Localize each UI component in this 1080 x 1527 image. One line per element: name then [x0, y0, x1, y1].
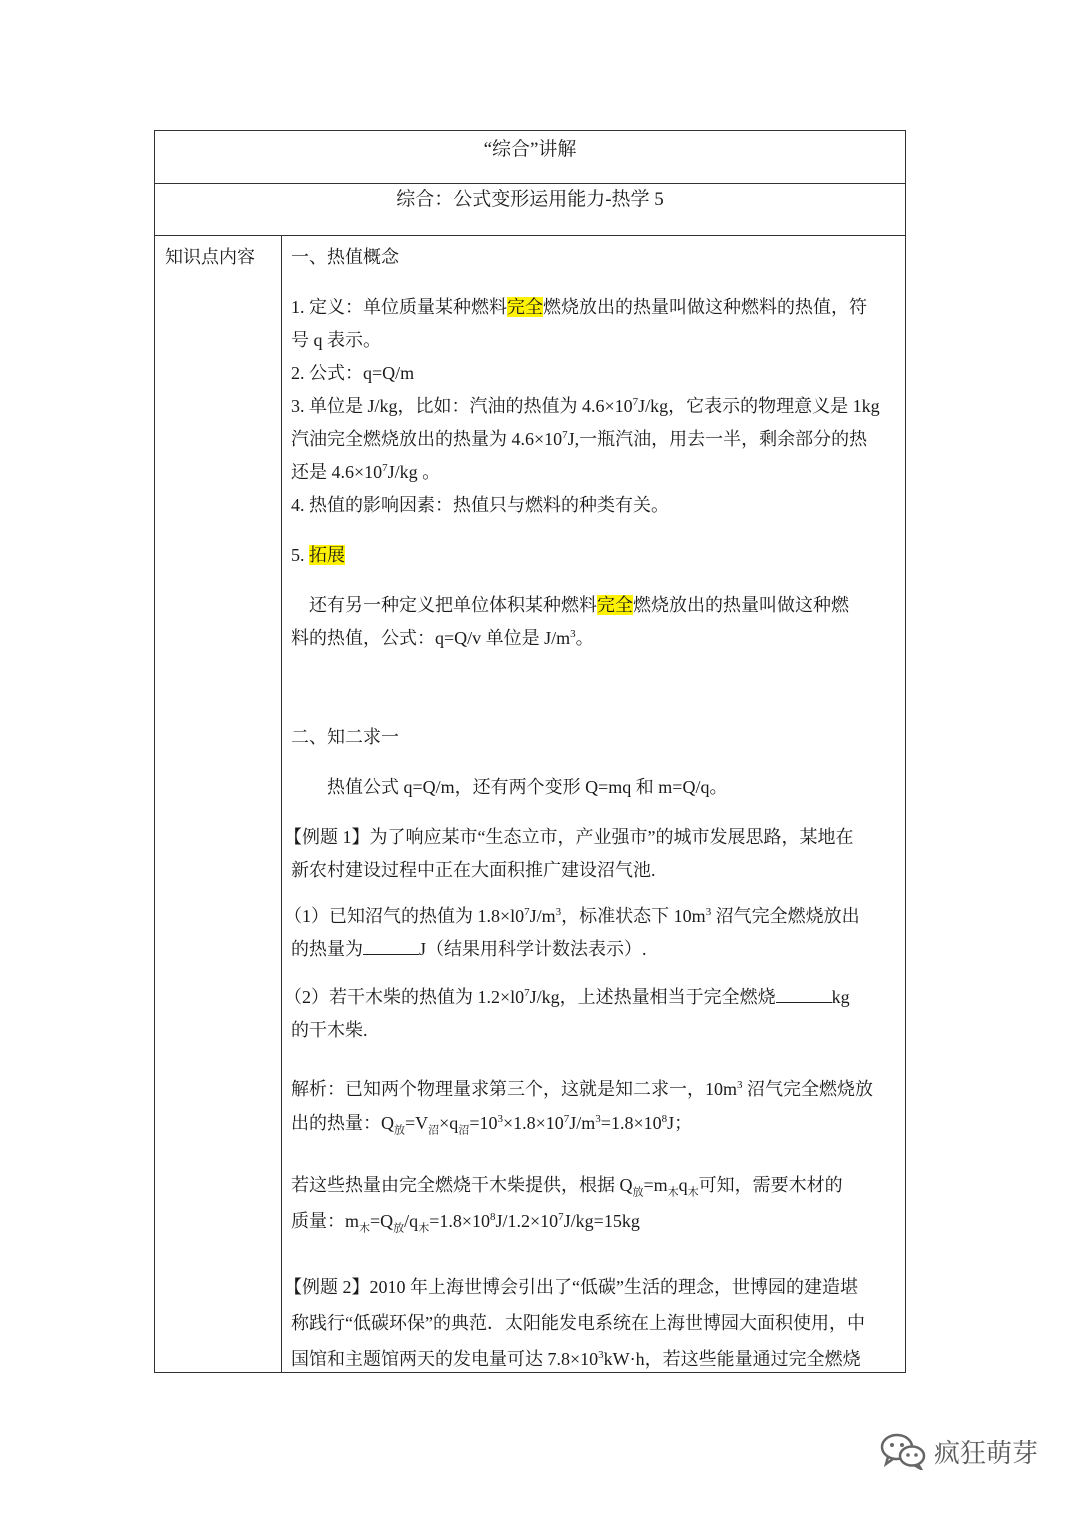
unit-line-3: 还是 $4.6\times 10^7J/kg$ 。	[291, 462, 441, 482]
formula-line: 2. 公式：q=Q/m	[291, 363, 415, 383]
definition-line: 1. 定义：单位质量某种燃料完全燃烧放出的热量叫做这种燃料的热值，符	[291, 297, 867, 317]
section-heading-1: 一、热值概念	[291, 247, 399, 267]
example-2-line: 【例题 2】2010 年上海世博会引出了“低碳”生活的理念，世博园的建造堪	[284, 1277, 858, 1297]
wechat-icon	[880, 1432, 926, 1470]
solution-line-3: 若这些热量由完全燃烧干木柴提供，根据 $Q_放=m_木q_木$可知，需要木材的	[291, 1175, 843, 1199]
example-1-line: 【例题 1】为了响应某市“生态立市，产业强市”的城市发展思路，某地在	[284, 827, 854, 847]
factor-line: 4. 热值的影响因素：热值只与燃料的种类有关。	[291, 495, 669, 515]
section-heading-2: 二、知二求一	[291, 727, 399, 747]
extension-line: 还有另一种定义把单位体积某种燃料完全燃烧放出的热量叫做这种燃	[309, 595, 849, 615]
unit-line: 3. 单位是 J/kg，比如：汽油的热值为 $4.6\times 10^7J/kg$，它表示的物理意义是 1kg	[291, 396, 880, 416]
solution-line-2: 出的热量：$Q_放=V_沼\times q_沼=10^3\times 1.8\times 10^7J/m^3=1.8\times 10^8J$；	[291, 1113, 693, 1137]
example-2-line-3: 国馆和主题馆两天的发电量可达 $7.8\times 10^3kW\cdot h$，若这些能量通过完全燃烧	[291, 1349, 861, 1369]
highlight-complete-2: 完全	[597, 595, 633, 615]
example-1-line-2: 新农村建设过程中正在大面积推广建设沼气池.	[291, 860, 656, 880]
lesson-table	[154, 130, 906, 1373]
page-title: “综合”讲解	[155, 131, 905, 184]
highlight-complete: 完全	[507, 297, 543, 317]
question-1-line-2: 的热量为 J（结果用科学计数法表示）.	[291, 939, 647, 959]
solution-line-4: 质量：$m_木=Q_放/q_木=1.8\times 10^8J/1.2\times 10^7J/kg=15kg$	[291, 1211, 640, 1235]
question-2-line-2: 的干木柴.	[291, 1020, 368, 1040]
question-2-line: （2）若干木柴的热值为 $1.2\times l0^7J/kg$，上述热量相当于完全燃烧 kg	[284, 987, 850, 1007]
unit-line-2: 汽油完全燃烧放出的热量为 $4.6\times 10^7J$,一瓶汽油，用去一半，剩余部分的热	[291, 429, 868, 449]
intro-line: 热值公式 q=Q/m，还有两个变形 Q=mq 和 m=Q/q。	[327, 777, 728, 797]
example-2-line-2: 称践行“低碳环保”的典范．太阳能发电系统在上海世博园大面积使用，中	[291, 1313, 865, 1333]
page-subtitle: 综合：公式变形运用能力-热学 5	[155, 183, 905, 236]
label-column	[155, 235, 282, 1372]
answer-blank-2	[776, 986, 832, 1003]
row-label: 知识点内容	[165, 247, 255, 267]
highlight-extension: 拓展	[309, 545, 345, 565]
extension-line-2: 料的热值，公式：q=Q/v 单位是 $J/m^3$。	[291, 628, 594, 648]
watermark	[880, 1432, 1038, 1470]
content-column	[282, 235, 905, 1372]
answer-blank	[363, 938, 419, 955]
solution-line: 解析：已知两个物理量求第三个，这就是知二求一，$10m^3$ 沼气完全燃烧放	[291, 1079, 873, 1099]
definition-line-2: 号 q 表示。	[291, 330, 381, 350]
extension-heading: 5. 拓展	[291, 545, 345, 565]
question-1-line: （1）已知沼气的热值为 $1.8\times l0^7J/m^3$，标准状态下 $10m^3$ 沼气完全燃烧放出	[284, 906, 860, 926]
watermark-text: 疯狂萌芽	[934, 1438, 1039, 1469]
